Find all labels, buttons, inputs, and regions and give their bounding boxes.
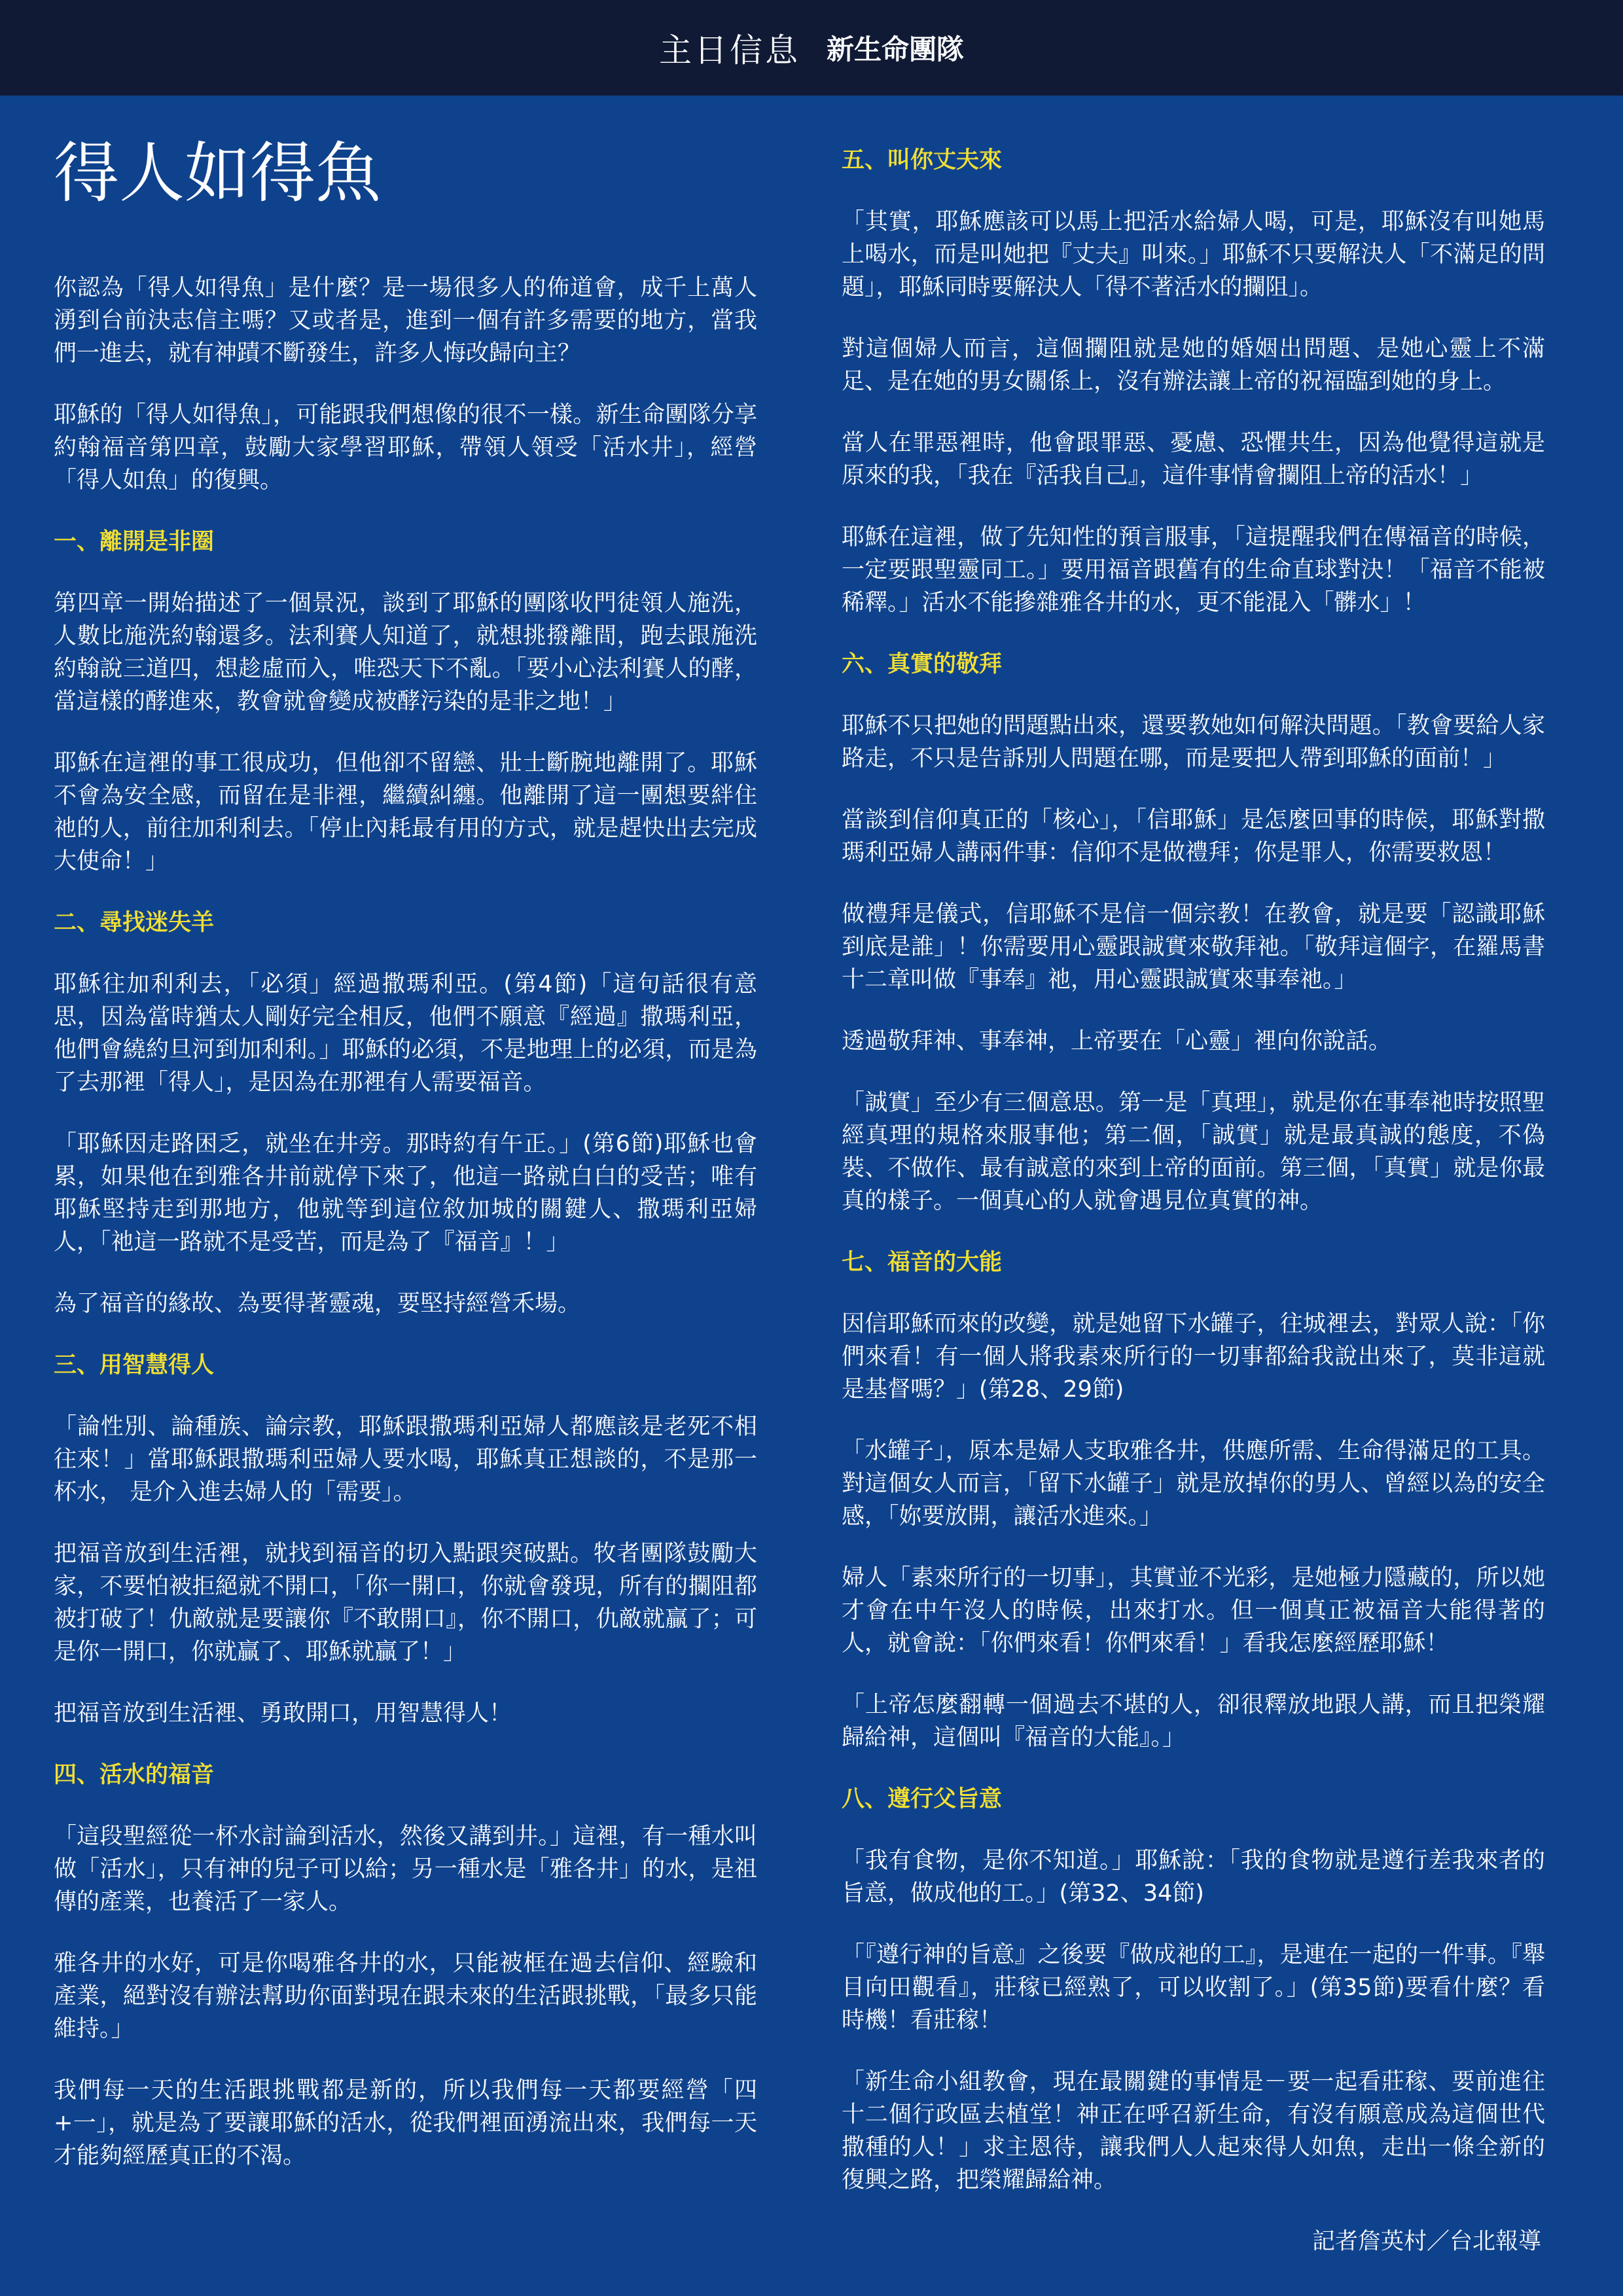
body-paragraph: 「論性別、論種族、論宗教，耶穌跟撒瑪利亞婦人都應該是老死不相往來！」當耶穌跟撒瑪利亞婦人要水喝，耶穌真正想談的，不是那一杯水， 是介入進去婦人的「需要」。 (54, 1414, 757, 1505)
section-heading: 二、尋找迷失羊 (54, 910, 215, 936)
section-heading: 八、遵行父旨意 (842, 1786, 1003, 1812)
body-paragraph: 「『遵行神的旨意』之後要『做成祂的工』，是連在一起的一件事。『舉目向田觀看』，莊稼已經熟了，可以收割了。」(第35節)要看什麼？看時機！看莊稼！ (842, 1942, 1545, 2034)
body-paragraph: 「其實，耶穌應該可以馬上把活水給婦人喝，可是，耶穌沒有叫她馬上喝水，而是叫她把『丈夫』叫來。」耶穌不只要解決人「不滿足的問題」，耶穌同時要解決人「得不著活水的攔阻」。 (842, 209, 1545, 300)
article-title: 得人如得魚 (54, 135, 381, 211)
section-heading: 六、真實的敬拜 (842, 651, 1003, 677)
body-paragraph: 把福音放到生活裡、勇敢開口，用智慧得人！ (54, 1700, 512, 1727)
body-paragraph: 當人在罪惡裡時，他會跟罪惡、憂慮、恐懼共生，因為他覺得這就是原來的我，「我在『活我自己』，這件事情會攔阻上帝的活水！」 (842, 430, 1545, 489)
body-paragraph: 雅各井的水好，可是你喝雅各井的水，只能被框在過去信仰、經驗和產業，絕對沒有辦法幫助你面對現在跟未來的生活跟挑戰，「最多只能維持。」 (54, 1950, 757, 2042)
body-paragraph: 為了福音的緣故、為要得著靈魂，要堅持經營禾場。 (54, 1291, 581, 1317)
body-paragraph: 耶穌不只把她的問題點出來，還要教她如何解決問題。「教會要給人家路走，不只是告訴別人問題在哪，而是要把人帶到耶穌的面前！」 (842, 713, 1545, 772)
left-column-flow (54, 272, 757, 2201)
body-paragraph: 「耶穌因走路困乏，就坐在井旁。那時約有午正。」(第6節)耶穌也會累，如果他在到雅各井前就停下來了，他這一路就白白的受苦；唯有耶穌堅持走到那地方，他就等到這位敘加城的關鍵人、撒瑪利亞婦人，「祂這一路就不是受苦，而是為了『福音』！」 (54, 1131, 757, 1255)
column-name: 主日信息 (658, 31, 800, 69)
body-paragraph: 耶穌在這裡，做了先知性的預言服事，「這提醒我們在傳福音的時候，一定要跟聖靈同工。」要用福音跟舊有的生命直球對決！「福音不能被稀釋。」活水不能摻雜雅各井的水，更不能混入「髒水」！ (842, 524, 1545, 616)
section-heading: 一、離開是非圈 (54, 529, 215, 555)
body-paragraph: 耶穌在這裡的事工很成功，但他卻不留戀、壯士斷腕地離開了。耶穌不會為安全感，而留在是非裡，繼續糾纏。他離開了這一團想要絆住祂的人，前往加利利去。「停止內耗最有用的方式，就是趕快出去完成大使命！」 (54, 750, 757, 874)
body-paragraph: 當談到信仰真正的「核心」，「信耶穌」是怎麼回事的時候，耶穌對撒瑪利亞婦人講兩件事：信仰不是做禮拜；你是罪人，你需要救恩！ (842, 807, 1545, 866)
body-paragraph: 「誠實」至少有三個意思。第一是「真理」，就是你在事奉祂時按照聖經真理的規格來服事他；第二個，「誠實」就是最真誠的態度，不偽裝、不做作、最有誠意的來到上帝的面前。第三個，「真實」就是你最真的樣子。一個真心的人就會遇見位真實的神。 (842, 1090, 1545, 1214)
body-paragraph: 耶穌往加利利去，「必須」經過撒瑪利亞。(第4節)「這句話很有意思，因為當時猶太人剛好完全相反，他們不願意『經過』撒瑪利亞，他們會繞約旦河到加利利。」耶穌的必須，不是地理上的必須，而是為了去那裡「得人」，是因為在那裡有人需要福音。 (54, 971, 757, 1096)
body-paragraph: 婦人「素來所行的一切事」，其實並不光彩，是她極力隱藏的，所以她才會在中午沒人的時候，出來打水。但一個真正被福音大能得著的人，就會說：「你們來看！你們來看！」看我怎麼經歷耶穌！ (842, 1565, 1545, 1657)
body-paragraph: 把福音放到生活裡，就找到福音的切入點跟突破點。牧者團隊鼓勵大家，不要怕被拒絕就不開口，「你一開口，你就會發現，所有的攔阻都被打破了！仇敵就是要讓你『不敢開口』，你不開口，仇敵就贏了；可是你一開口，你就贏了、耶穌就贏了！」 (54, 1541, 757, 1665)
body-paragraph: 透過敬拜神、事奉神，上帝要在「心靈」裡向你說話。 (842, 1028, 1392, 1054)
section-heading: 三、用智慧得人 (54, 1352, 215, 1378)
body-paragraph: 你認為「得人如得魚」是什麼？是一場很多人的佈道會，成千上萬人湧到台前決志信主嗎？又或者是，進到一個有許多需要的地方，當我們一進去，就有神蹟不斷發生，許多人悔改歸向主？ (54, 275, 757, 367)
body-paragraph: 因信耶穌而來的改變，就是她留下水罐子，往城裡去，對眾人說：「你們來看！有一個人將我素來所行的一切事都給我說出來了，莫非這就是基督嗎？」(第28、29節) (842, 1311, 1545, 1403)
top-banner (0, 0, 1623, 96)
body-paragraph: 「這段聖經從一杯水討論到活水，然後又講到井。」這裡，有一種水叫做「活水」，只有神的兒子可以給；另一種水是「雅各井」的水，是祖傳的產業，也養活了一家人。 (54, 1823, 757, 1915)
body-paragraph: 對這個婦人而言，這個攔阻就是她的婚姻出問題、是她心靈上不滿足、是在她的男女關係上，沒有辦法讓上帝的祝福臨到她的身上。 (842, 336, 1545, 395)
body-paragraph: 「新生命小組教會，現在最關鍵的事情是－要一起看莊稼、要前進往十二個行政區去植堂！神正在呼召新生命，有沒有願意成為這個世代撒種的人！」求主恩待，讓我們人人起來得人如魚，走出一條全新的復興之路，把榮耀歸給神。 (842, 2069, 1545, 2193)
section-heading: 五、叫你丈夫來 (842, 147, 1003, 173)
body-paragraph: 第四章一開始描述了一個景況，談到了耶穌的團隊收門徒領人施洗，人數比施洗約翰還多。法利賽人知道了，就想挑撥離間，跑去跟施洗約翰說三道四，想趁虛而入，唯恐天下不亂。「要小心法利賽人的酵，當這樣的酵進來，教會就會變成被酵污染的是非之地！」 (54, 590, 757, 715)
body-paragraph: 耶穌的「得人如得魚」，可能跟我們想像的很不一樣。新生命團隊分享約翰福音第四章，鼓勵大家學習耶穌，帶領人領受「活水井」，經營「得人如魚」的復興。 (54, 402, 757, 493)
body-paragraph: 「水罐子」，原本是婦人支取雅各井，供應所需、生命得滿足的工具。對這個女人而言，「留下水罐子」就是放掉你的男人、曾經以為的安全感，「妳要放開，讓活水進來。」 (842, 1438, 1545, 1530)
body-paragraph: 我們每一天的生活跟挑戰都是新的，所以我們每一天都要經營「四+一」，就是為了要讓耶穌的活水，從我們裡面湧流出來，我們每一天才能夠經歷真正的不渴。 (54, 2077, 757, 2169)
reporter-byline: 記者詹英村／台北報導 (1311, 2229, 1541, 2255)
section-heading: 四、活水的福音 (54, 1762, 215, 1788)
body-paragraph: 「上帝怎麼翻轉一個過去不堪的人，卻很釋放地跟人講，而且把榮耀歸給神，這個叫『福音的大能』。」 (842, 1692, 1545, 1751)
body-paragraph: 「我有食物，是你不知道。」耶穌說：「我的食物就是遵行差我來者的旨意，做成他的工。」(第32、34節) (842, 1848, 1545, 1907)
section-heading: 七、福音的大能 (842, 1249, 1003, 1276)
body-paragraph: 做禮拜是儀式，信耶穌不是信一個宗教！在教會，就是要「認識耶穌到底是誰」！你需要用心靈跟誠實來敬拜祂。「敬拜這個字，在羅馬書十二章叫做『事奉』祂，用心靈跟誠實來事奉祂。」 (842, 901, 1545, 993)
right-column-flow (842, 144, 1545, 2258)
team-name: 新生命團隊 (826, 33, 964, 65)
